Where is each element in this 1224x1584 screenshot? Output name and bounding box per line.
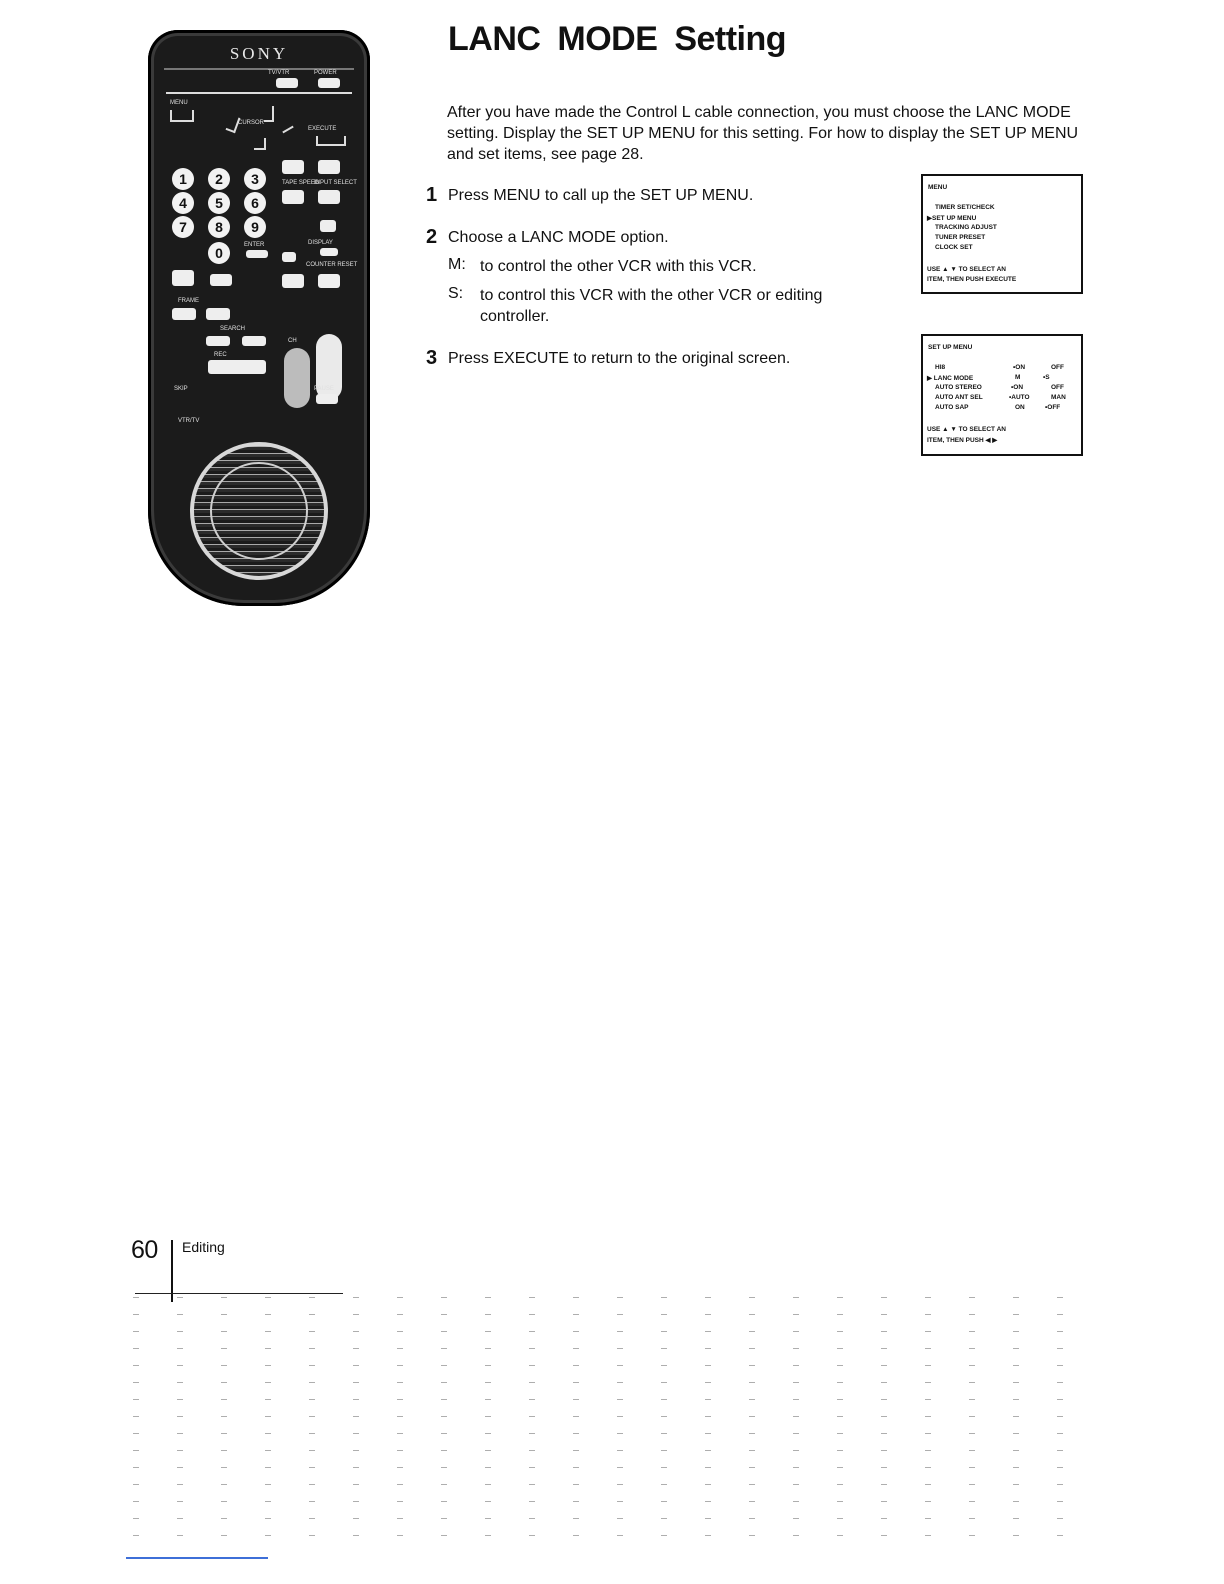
option-s-key: S: [448, 285, 464, 302]
section-name: Editing [182, 1239, 225, 1255]
pause-button[interactable] [316, 394, 338, 404]
digit-4-button[interactable]: 4 [172, 192, 194, 214]
tv-vtr-label: TV/VTR [268, 70, 290, 76]
menu-button[interactable] [170, 110, 194, 122]
digit-2-button[interactable]: 2 [208, 168, 230, 190]
right-button-4[interactable] [282, 252, 296, 262]
setup-screen-title: SET UP MENU [928, 344, 973, 351]
menu-screen-footer-1: USE ▲ ▼ TO SELECT AN [927, 266, 1006, 273]
ch-label: CH [288, 338, 297, 344]
step-2-number: 2 [426, 226, 438, 248]
setup-row-3-b: OFF [1051, 384, 1064, 391]
page-number: 60 [131, 1236, 158, 1264]
setup-row-5-b: •OFF [1045, 404, 1061, 411]
step-3-number: 3 [426, 347, 438, 369]
cursor-left-icon[interactable] [226, 115, 241, 133]
step-2-text: Choose a LANC MODE option. [448, 229, 669, 246]
menu-screen-item-2: ▶SET UP MENU [927, 215, 977, 222]
jog-shuttle-dial[interactable] [190, 442, 328, 580]
setup-row-3-a: •ON [1011, 384, 1024, 391]
footer-rule [135, 1293, 343, 1294]
right-button-3[interactable] [320, 220, 336, 232]
digit-7-button[interactable]: 7 [172, 216, 194, 238]
menu-screen-footer-2: ITEM, THEN PUSH EXECUTE [927, 276, 1017, 283]
execute-button[interactable] [316, 136, 346, 146]
cursor-down-icon[interactable] [254, 138, 266, 150]
frame-label: FRAME [178, 298, 199, 304]
search-label: SEARCH [220, 326, 246, 332]
execute-label: EXECUTE [308, 126, 337, 132]
enter-button[interactable] [246, 250, 268, 258]
power-button[interactable] [318, 78, 340, 88]
setup-row-1-label: HI8 [935, 364, 946, 371]
digit-9-button[interactable]: 9 [244, 216, 266, 238]
option-m-key: M: [448, 256, 466, 273]
search-back-button[interactable] [206, 336, 230, 346]
input-select-button[interactable] [318, 190, 340, 204]
remote-brand-logo: SONY [229, 44, 289, 63]
counter-reset-label: COUNTER RESET [306, 262, 358, 268]
digit-6-button[interactable]: 6 [244, 192, 266, 214]
pause-label: PAUSE [314, 386, 334, 392]
setup-row-1-a: •ON [1013, 364, 1026, 371]
menu-screen-item-3: TRACKING ADJUST [935, 224, 997, 231]
frame-forward-button[interactable] [206, 308, 230, 320]
menu-screen-item-4: TUNER PRESET [935, 234, 986, 241]
step-1-number: 1 [426, 184, 438, 206]
search-forward-button[interactable] [242, 336, 266, 346]
menu-screen-item-5: CLOCK SET [935, 244, 973, 251]
vtr-tv-label: VTR/TV [178, 418, 200, 424]
input-select-label: INPUT SELECT [314, 180, 357, 186]
step-3-text: Press EXECUTE to return to the original screen. [448, 350, 791, 367]
setup-menu-screen-illustration [921, 334, 1083, 456]
setup-row-4-label: AUTO ANT SEL [935, 394, 983, 401]
setup-row-4-a: •AUTO [1009, 394, 1030, 401]
setup-screen-footer-1: USE ▲ ▼ TO SELECT AN [927, 426, 1006, 433]
tape-speed-button[interactable] [282, 190, 304, 204]
tape-speed-label: TAPE SPEED [282, 180, 320, 186]
cursor-label: CURSOR [238, 120, 265, 126]
digit-5-button[interactable]: 5 [208, 192, 230, 214]
display-button[interactable] [320, 248, 338, 256]
stop-button[interactable] [210, 274, 232, 286]
digit-3-button[interactable]: 3 [244, 168, 266, 190]
setup-row-2-label: ▶ LANC MODE [927, 375, 974, 382]
menu-screen-item-1: TIMER SET/CHECK [935, 204, 995, 211]
page-title: LANC MODE Setting [448, 20, 787, 58]
display-label: DISPLAY [308, 240, 333, 246]
scan-artifact-dashes [133, 1297, 1083, 1547]
setup-row-2-a: M [1015, 374, 1021, 381]
setup-row-2-b: •S [1043, 374, 1050, 381]
option-s-text: to control this VCR with the other VCR or editing controller. [480, 287, 823, 325]
tv-vtr-button[interactable] [276, 78, 298, 88]
skip-label: SKIP [174, 386, 188, 392]
step-1-text: Press MENU to call up the SET UP MENU. [448, 187, 754, 204]
setup-row-3-label: AUTO STEREO [935, 384, 982, 391]
frame-back-button[interactable] [172, 308, 196, 320]
setup-row-4-b: MAN [1051, 394, 1066, 401]
right-button-1[interactable] [282, 160, 304, 174]
digit-0-button[interactable]: 0 [208, 242, 230, 264]
menu-screen-title: MENU [928, 184, 948, 191]
counter-reset-button[interactable] [318, 274, 340, 288]
setup-row-1-b: OFF [1051, 364, 1064, 371]
intro-paragraph: After you have made the Control L cable connection, you must choose the LANC MODE setting. Display the SET UP MENU for this setting. For how to display the SET UP MENU and set items, see page 28. [447, 104, 1079, 163]
channel-rocker[interactable] [284, 348, 310, 408]
setup-screen-footer-2: ITEM, THEN PUSH ◀ ▶ [927, 437, 998, 444]
digit-1-button[interactable]: 1 [172, 168, 194, 190]
right-button-2[interactable] [318, 160, 340, 174]
digit-8-button[interactable]: 8 [208, 216, 230, 238]
cursor-right-icon[interactable] [282, 126, 297, 141]
rec-button[interactable] [208, 360, 266, 374]
rec-label: REC [214, 352, 227, 358]
blue-edge-line [126, 1557, 268, 1559]
enter-label: ENTER [244, 242, 265, 248]
menu-screen-illustration [921, 174, 1083, 294]
setup-row-5-label: AUTO SAP [935, 404, 969, 411]
option-m-text: to control the other VCR with this VCR. [480, 258, 757, 275]
cursor-up-icon[interactable] [264, 106, 274, 122]
menu-label: MENU [170, 100, 188, 106]
remote-control-illustration [148, 30, 370, 606]
jog-dial-inner-ring [210, 462, 308, 560]
right-button-5[interactable] [282, 274, 304, 288]
power-label: POWER [314, 70, 337, 76]
play-button[interactable] [172, 270, 194, 286]
setup-row-5-a: ON [1015, 404, 1025, 411]
